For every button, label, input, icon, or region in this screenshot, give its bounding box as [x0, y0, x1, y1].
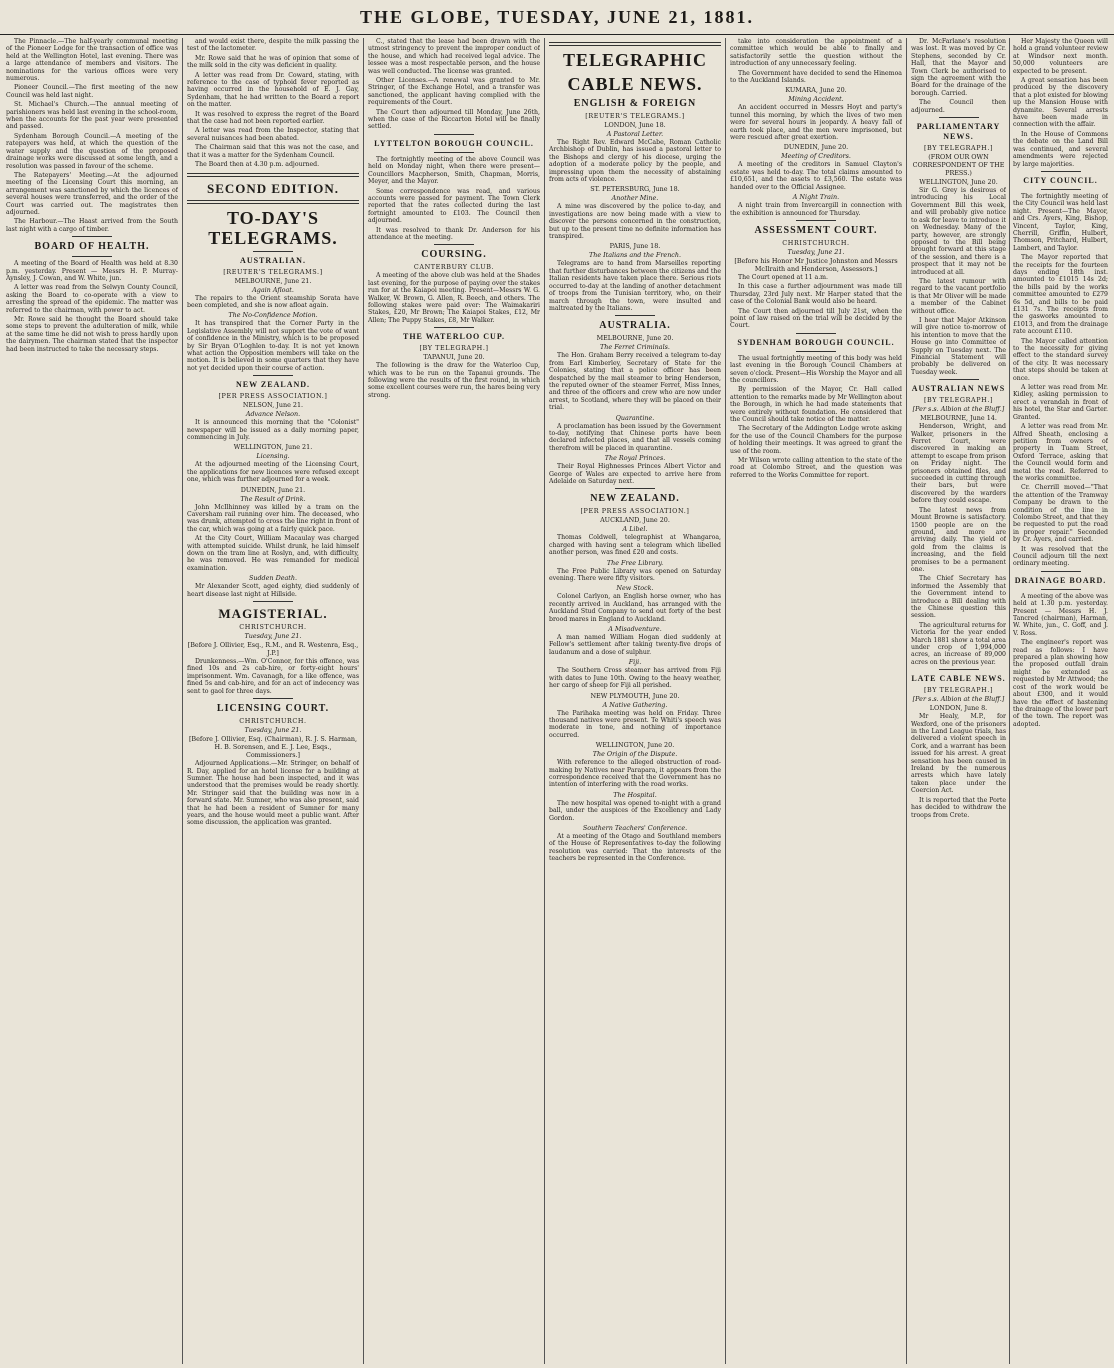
- subheading: Southern Teachers' Conference.: [582, 823, 688, 832]
- agency-line: [PER PRESS ASSOCIATION.]: [218, 392, 328, 401]
- subheading: A Misadventure.: [608, 625, 662, 634]
- paragraph: Mr. Rowe said that he was of opinion that some of the milk sold in the city was deficient in quality.: [187, 54, 359, 70]
- section-heading: AUSTRALIAN NEWS: [911, 384, 1006, 394]
- dateline: LONDON, June 8.: [929, 704, 988, 713]
- divider: [1041, 589, 1081, 590]
- paragraph: The Hon. Graham Berry received a telegram to-day from Earl Kimberley, Secretary of State for the Colonies, stating that a police officer has been despatched by the mail steamer to bring Henderson, the reputed owner of the steamer Ferret, Miss Innes, and three of the officers and crew who are now under arrest, to Scotland, where they will be placed on their trial.: [549, 352, 721, 412]
- dateline: WELLINGTON, June 20.: [595, 741, 675, 750]
- paragraph: John McIlhinney was killed by a tram on the Caversham rail running over him. The deceased, who was drunk, attempted to cross the line right in front of the car, which was going at a fairly quick pace.: [187, 503, 359, 533]
- subheading: Another Mine.: [611, 194, 659, 203]
- paragraph: The Council then adjourned.: [911, 99, 1006, 114]
- divider: [939, 379, 979, 380]
- dateline: DUNEDIN, June 21.: [240, 485, 306, 494]
- date-line: Tuesday, June 21.: [244, 726, 302, 735]
- subheading: The Free Library.: [606, 558, 664, 567]
- column-4: [549, 38, 721, 1364]
- paragraph: The Chairman said that this was not the case, and that it was a matter for the Sydenham Council.: [187, 144, 359, 159]
- paragraph: The Pinnacle.—The half-yearly communal meeting of the Pioneer Lodge for the transaction of office was held at the Wellington Hotel, last evening. There was a large attendance of members and visitors. The nominations for the various offices were very numerous.: [6, 38, 178, 83]
- paragraph: Telegrams are to hand from Marseilles reporting that further disturbances between the citizens and the Italian residents have taken place there. Serious riots occurred to-day at the landing of another detachment of troops from the Tunisian territory, who, on their march through the town, were insulted and maltreated by the Italians.: [549, 260, 721, 312]
- section-heading: NEW ZEALAND.: [590, 493, 680, 505]
- dateline: NELSON, June 21.: [242, 401, 304, 410]
- paragraph: In the House of Commons the debate on the Land Bill was continued, and several amendments were rejected by large majorities.: [1013, 130, 1108, 168]
- place-line: CHRISTCHURCH.: [239, 717, 307, 726]
- paragraph: A proclamation has been issued by the Government to-day, notifying that Chinese ports have been declared infected places, and that all vessels coming therefrom will be placed in quarantine.: [549, 422, 721, 452]
- paragraph: It was resolved to thank Dr. Anderson for his attendance at the meeting.: [368, 226, 540, 241]
- divider: [796, 333, 836, 334]
- double-rule: [549, 42, 721, 46]
- subheading: Sudden Death.: [248, 574, 298, 583]
- double-rule: [187, 173, 359, 177]
- paragraph: A letter was read from the Selwyn County Council, asking the Board to co-operate with a view to arresting the spread of the epidemic. The matter was referred to the chairman, with power to act.: [6, 284, 178, 314]
- divider: [1041, 571, 1081, 572]
- paragraph: A mine was discovered by the police to-day, and investigations are now being made with a view to discover the persons concerned in the construction, but up to the present time no definite information has transpired.: [549, 203, 721, 241]
- masthead: [0, 0, 1114, 35]
- divider: [939, 669, 979, 670]
- column-rule: [725, 38, 726, 1364]
- subheading: The No-Confidence Motion.: [228, 311, 318, 320]
- paragraph: A night train from Invercargill in connection with the exhibition is announced for Thursday.: [730, 202, 902, 217]
- paragraph: The latest rumour with regard to the vacant portfolio is that Mr Oliver will be made a member of the Cabinet without office.: [911, 277, 1006, 315]
- paragraph: The engineer's report was read as follows: I have prepared a plan showing how the proposed outfall drain might be extended as requested by Mr Attwood; the cost of the work would be about £300, and it would have the effect of hastening the drainage of the lower part of the town. The report was adopted.: [1013, 639, 1108, 728]
- section-heading: LATE CABLE NEWS.: [911, 674, 1006, 684]
- paragraph: Mr Healy, M.P., for Wexford, one of the prisoners in the Land League trials, has delivered a violent speech in Cork, and a warrant has been issued for his arrest. A great sensation has been caused in Ireland by the numerous arrests which have lately taken place under the Coercion Act.: [911, 713, 1006, 795]
- dateline: NEW PLYMOUTH, June 20.: [590, 691, 680, 700]
- paragraph: The Chief Secretary has informed the Assembly that the Government intend to introduce a Bill dealing with the Chinese question this session.: [911, 575, 1006, 620]
- paragraph: The Board then at 4.30 p.m. adjourned.: [195, 161, 320, 169]
- paragraph: It was resolved that the Council adjourn till the next ordinary meeting.: [1013, 545, 1108, 568]
- dateline: AUCKLAND, June 20.: [600, 516, 670, 525]
- subheading: Quarantine.: [615, 413, 655, 422]
- divider: [939, 117, 979, 118]
- subheading: A Pastoral Letter.: [606, 130, 664, 138]
- paragraph: At a meeting of the Otago and Southland members of the House of Representatives to-day the following resolution was carried: That the interests of the teachers be represented in the Conference.: [549, 832, 721, 863]
- telegraphic-heading: TELEGRAPHIC: [562, 50, 708, 70]
- dateline: TAPANUI, June 20.: [423, 353, 485, 362]
- divider: [253, 251, 293, 252]
- paragraph: A letter was read from the Inspector, stating that several nuisances had been abated.: [187, 127, 359, 142]
- section-heading: ASSESSMENT COURT.: [754, 224, 878, 236]
- divider: [615, 315, 655, 316]
- paragraph: The Court opened at 11 a.m.: [738, 273, 828, 281]
- dateline: PARIS, June 18.: [609, 242, 661, 251]
- paragraph: Adjourned Applications.—Mr. Stringer, on behalf of R. Day, applied for an hotel license for a building at Sumner. The house had been inspected, and it was understood that the premises would be ready shortly. Mr. Stringer said that the building was now in a forward state. Mr. Sumner, who was also present, said that he had been a resident of Sumner for many years, and the house would meet a public want. After some discussion, the application was granted.: [187, 760, 359, 827]
- paragraph: Sydenham Borough Council.—A meeting of the ratepayers was held, at which the question of the water supply and the question of the proposed drainage works were discussed at some length, and a resolution was passed in favour of the scheme.: [6, 132, 178, 170]
- dateline: WELLINGTON, June 21.: [233, 443, 313, 452]
- agency-line: [REUTER'S TELEGRAMS.]: [585, 112, 685, 120]
- divider: [615, 488, 655, 489]
- divider: [1041, 171, 1081, 172]
- agency-line: [BY TELEGRAPH.]: [923, 686, 994, 695]
- paragraph: With reference to the alleged obstruction of road-making by Natives near Parapara, it appears from the correspondence received that the Government has no intention of interfering with the road works.: [549, 759, 721, 789]
- paragraph: Dr. McFarlane's resolution was lost. It was moved by Cr. Stephens, seconded by Cr. Hall, that the Mayor and Town Clerk be authorised to sign the agreement with the Board for the drainage of the borough. Carried.: [911, 38, 1006, 97]
- paragraph: The usual fortnightly meeting of this body was held last evening in the Borough Council Chambers at seven o'clock. Present—His Worship the Mayor and all the councillors.: [730, 354, 902, 384]
- dateline: WELLINGTON, June 20.: [919, 178, 998, 187]
- paragraph: Thomas Coldwell, telegraphist at Whangaroa, charged with having sent a telegram which libelled another person, was fined £20 and costs.: [549, 534, 721, 557]
- column-3: [368, 38, 540, 1364]
- section-heading: DRAINAGE BOARD.: [1014, 575, 1107, 585]
- place-line: CHRISTCHURCH.: [782, 238, 850, 247]
- bench-line: [Before J. Ollivier, Esq. (Chairman), R. J. S. Harman, H. B. Sorensen, and E. J. Lee, Esqs., Commissioners.]: [188, 735, 358, 760]
- paragraph: Her Majesty the Queen will hold a grand volunteer review at Windsor next month. 50,000 volunteers are expected to be present.: [1013, 38, 1108, 75]
- column-6: [911, 38, 1006, 1364]
- paragraph: Other Licenses.—A renewal was granted to Mr. Stringer, of the Exchange Hotel, and a transfer was sanctioned, the applicant having complied with the requirements of the Court.: [368, 77, 540, 107]
- paragraph: Drunkenness.—Wm. O'Connor, for this offence, was fined 10s and 2s cab-hire, or forty-eight hours' imprisonment. Wm. Cavanagh, for a like offence, was fined 5s and cab-hire, and for an act of indecency was sent to gaol for three days.: [187, 658, 359, 695]
- paragraph: At the adjourned meeting of the Licensing Court, the applications for new licences were refused except one, which was further adjourned for a week.: [187, 461, 359, 484]
- paragraph: C., stated that the lease had been drawn with the utmost stringency to prevent the improper conduct of the house, and which had received legal advice. The lessee was a most respectable person, and the house was well conducted. The license was granted.: [368, 38, 540, 75]
- paragraph: Mr Alexander Scott, aged eighty, died suddenly of heart disease last night at Hillside.: [187, 583, 359, 598]
- agency-line: [Per s.s. Albion at the Bluff.]: [912, 405, 1005, 414]
- agency-line: [BY TELEGRAPH.]: [923, 144, 994, 153]
- paragraph: The Secretary of the Addington Lodge wrote asking for the use of the Council Chambers for the purpose of holding their meetings. It was agreed to grant the use of the room.: [730, 425, 902, 455]
- column-rule: [1009, 38, 1010, 1364]
- dateline: ST. PETERSBURG, June 18.: [590, 185, 680, 194]
- subheading: Advance Nelson.: [245, 410, 301, 419]
- paragraph: Cr. Cherrill moved—"That the attention of the Tramway Company be drawn to the condition of the line in Colombo Street, and that they be requested to put the road in proper repair." Seconded by Cr. Ayers, and carried.: [1013, 484, 1108, 544]
- section-heading: AUSTRALIAN.: [240, 255, 306, 265]
- agency-line: [BY TELEGRAPH.]: [923, 396, 994, 405]
- bench-line: [Before J. Ollivier, Esq., R.M., and R. Westenra, Esq., J.P.]: [187, 641, 359, 658]
- column-5: [730, 38, 902, 1364]
- column-7: [1013, 38, 1108, 1364]
- paragraph: It is reported that the Porte has decided to withdraw the troops from Crete.: [911, 796, 1006, 819]
- paragraph: At the City Court, William Macaulay was charged with attempted suicide. Whilst drunk, he laid himself down on the tram line at Roslyn, and, with difficulty, he was removed. He was remanded for medical examination.: [187, 535, 359, 572]
- paragraph: Mr Wilson wrote calling attention to the state of the road at Colombo Street, and the question was referred to the Works Committee for report.: [730, 457, 902, 479]
- paragraph: A meeting of the above was held at 1.30 p.m. yesterday. Present — Messrs H. J. Tancred (chairman), Harman, W. White, jun., C. Goff, and J. V. Ross.: [1013, 592, 1108, 637]
- paragraph: A great sensation has been produced by the discovery that a plot existed for blowing up the Mansion House with dynamite. Several arrests have been made in connection with the affair.: [1013, 77, 1108, 129]
- divider: [796, 351, 836, 352]
- paragraph: The Government have decided to send the Hinemoa to the Auckland Islands.: [730, 69, 902, 85]
- paragraph: The fortnightly meeting of the City Council was held last night. Present—The Mayor, and Crs. Ayers, King, Bishop, Vincent, Taylor, King, Cherrill, Griffin, Hulbert, Thomson, Pritchard, Hulbert, Lambert, and Taylor.: [1013, 192, 1108, 252]
- paragraph: The Harbour.—The Haast arrived from the South last night with a cargo of timber.: [6, 218, 178, 233]
- subheading: The Italians and the French.: [588, 251, 682, 260]
- subheading: New Stock.: [616, 584, 654, 593]
- paragraph: A letter was read from Mr. Kidley, asking permission to erect a verandah in front of his hotel, the Star and Garter. Granted.: [1013, 384, 1108, 421]
- section-heading: MAGISTERIAL.: [218, 606, 328, 622]
- english-foreign-heading: ENGLISH & FOREIGN: [573, 98, 697, 109]
- column-rule: [363, 38, 364, 1364]
- column-rule: [182, 38, 183, 1364]
- paragraph: The Court then adjourned till Monday, June 26th, when the case of the Riccarton Hotel will be finally settled.: [368, 108, 540, 131]
- subheading: Mining Accident.: [788, 95, 844, 104]
- column-2: [187, 38, 359, 1364]
- divider: [253, 601, 293, 602]
- subheading: Fiji.: [628, 658, 642, 667]
- paragraph: A letter was read from Mr. Alfred Sheath, enclosing a petition from owners of property in Tuam Street, Oxford Terrace, asking that the Council would form and metal the road. Referred to the works committee.: [1013, 423, 1108, 482]
- paragraph: Colonel Carlyon, an English horse owner, who has recently arrived in Auckland, has arranged with the Auckland Stud Company to send out forty of the best brood mares in England to Auckland.: [549, 593, 721, 623]
- subheading: A Night Train.: [792, 193, 840, 202]
- paragraph: Some correspondence was read, and various accounts were passed for payment. The Town Clerk reported that the rates collected during the last fortnight amounted to £103. The Council then adjourned.: [368, 187, 540, 225]
- subheading: The Hospital.: [613, 790, 657, 799]
- section-heading: LICENSING COURT.: [216, 703, 330, 715]
- agency-line: [BY TELEGRAPH.]: [419, 344, 489, 353]
- section-heading: NEW ZEALAND.: [235, 380, 311, 390]
- column-rule: [906, 38, 907, 1364]
- section-heading: BOARD OF HEALTH.: [34, 241, 150, 253]
- section-heading: SYDENHAM BOROUGH COUNCIL.: [737, 337, 895, 347]
- divider: [434, 152, 474, 153]
- section-heading: LYTTELTON BOROUGH COUNCIL.: [374, 138, 534, 148]
- column-1: [6, 38, 178, 1364]
- paragraph: The Mayor called attention to the necessity for giving effect to the standard survey of the city. It was necessary that steps should be taken at once.: [1013, 337, 1108, 382]
- todays-telegrams-heading: TO-DAY'S TELEGRAMS.: [208, 207, 338, 248]
- subheading: A Native Gathering.: [602, 700, 668, 709]
- subheading: The Result of Drink.: [240, 494, 306, 503]
- divider: [796, 220, 836, 221]
- column-rule: [544, 38, 545, 1364]
- paragraph: The Court then adjourned till July 21st, when the point of law raised on the trial will be decided by the Court.: [730, 307, 902, 330]
- dateline: MELBOURNE, June 14.: [920, 414, 997, 423]
- paragraph: The latest news from Mount Browne is satisfactory. 1500 people are on the ground, and more are arriving daily. The yield of gold from the claims is increasing, and the field promises to be a permanent one.: [911, 506, 1006, 573]
- divider: [253, 698, 293, 699]
- paragraph: It is announced this morning that the "Colonist" newspaper will be issued as a daily morning paper, commencing in July.: [187, 419, 359, 441]
- paragraph: take into consideration the appointment of a committee which would be able to finally and satisfactorily settle the question without the introduction of any unnecessary feeling.: [730, 38, 902, 68]
- agency-line: (FROM OUR OWN CORRESPONDENT OF THE PRESS.): [912, 153, 1005, 178]
- double-rule: [187, 200, 359, 204]
- divider: [434, 134, 474, 135]
- dateline: KUMARA, June 20.: [785, 86, 847, 95]
- paragraph: A man named William Hogan died suddenly at Fellow's settlement after taking twenty-five drops of laudanum and a dose of sulphur.: [549, 634, 721, 656]
- paragraph: The Parihaka meeting was held on Friday. Three thousand natives were present. Te Whiti's speech was moderate in tone, and nothing of importance occurred.: [549, 709, 721, 739]
- date-line: Tuesday, June 21.: [244, 632, 302, 641]
- masthead-title: THE GLOBE, TUESDAY, JUNE 21, 1881.: [360, 7, 754, 27]
- agency-line: [REUTER'S TELEGRAMS.]: [223, 267, 323, 276]
- paragraph: The Free Public Library was opened on Saturday evening. There were fifty visitors.: [549, 567, 721, 583]
- subheading: The Ferret Criminals.: [600, 343, 670, 352]
- section-heading: THE WATERLOO CUP.: [403, 332, 505, 342]
- paragraph: and would exist there, despite the milk passing the test of the lactometer.: [187, 38, 359, 53]
- agency-line: [Per s.s. Albion at the Bluff.]: [912, 695, 1005, 704]
- paragraph: St. Michael's Church.—The annual meeting of parishioners was held last evening in the school-room, when the accounts for the past year were presented and passed.: [6, 101, 178, 131]
- dateline: DUNEDIN, June 20.: [783, 143, 849, 152]
- paragraph: It was resolved to express the regret of the Board that the case had not been reported earlier.: [187, 110, 359, 126]
- paragraph: The agricultural returns for Victoria for the year ended March 1881 show a total area under crop of 1,994,000 acres, an increase of 89,000 acres on the previous year.: [911, 621, 1006, 666]
- subheading: Licensing.: [256, 452, 290, 461]
- paragraph: It has transpired that the Corner Party in the Legislative Assembly will not support the vote of want of confidence in the Ministry, which is to be proposed by Sir Bryan O'Loghlen to-day. It is not yet known what action the Opposition members will take on the motion. It is believed in some quarters that they have not yet decided upon their course of action.: [187, 320, 359, 372]
- paragraph: The Southern Cross steamer has arrived from Fiji with dates to June 10th. Owing to the heavy weather, her cargo of sheep for Fiji all perished.: [549, 667, 721, 690]
- divider: [253, 375, 293, 376]
- section-heading: COURSING.: [421, 249, 487, 261]
- subheading: A Libel.: [622, 525, 648, 534]
- cable-news-heading: CABLE NEWS.: [567, 74, 703, 94]
- bench-line: [Before his Honor Mr Justice Johnston and Messrs McIlraith and Henderson, Assessors.]: [734, 256, 898, 273]
- paragraph: The new hospital was opened to-night with a grand ball, under the auspices of the Excellency and Lady Gordon.: [549, 799, 721, 822]
- subheading: Meeting of Creditors.: [781, 152, 851, 161]
- subheading: The Royal Princes.: [604, 454, 666, 463]
- paragraph: Pioneer Council.—The first meeting of the new Council was held last night.: [6, 84, 178, 99]
- paragraph: The Mayor reported that the receipts for the fourteen days ending 18th inst. amounted to £1015 14s 2d; the bills paid by the works committee amounted to £279 6s 5d, and bills to be paid £131 7s. The receipts from the gasworks amounted to £1013, and from the drainage rate account £110.: [1013, 254, 1108, 336]
- paragraph: The Right Rev. Edward McCabe, Roman Catholic Archbishop of Dublin, has issued a pastoral letter to the Bishops and clergy of his diocese, urging the adoption of a moderate policy by the people, and impressing upon them the necessity of abstaining from acts of violence.: [549, 139, 721, 184]
- paragraph: A meeting of the Board of Health was held at 8.30 p.m. yesterday. Present — Messrs H. P. Murray-Aynsley, J. Cowan, and W. White, jun.: [6, 260, 178, 282]
- paragraph: Mr. Rowe said he thought the Board should take some steps to prevent the adulteration of milk, while at the same time he did not wish to press hardly upon the dairymen. The chairman stated that the inspector had been instructed to take the necessary steps.: [6, 316, 178, 353]
- subheading: Again Afloat.: [252, 285, 294, 294]
- paragraph: A meeting of the creditors in Samuel Clayton's estate was held to-day. The total claims amounted to £10,651, and the assets to £3,560. The estate was handed over to the Official Assignee.: [730, 161, 902, 191]
- paragraph: The Ratepayers' Meeting.—At the adjourned meeting of the Licensing Court this morning, an arrangement was sanctioned by which the licences of several houses were transferred, and the order of the Court was carried out. The magistrates then adjourned.: [6, 171, 178, 216]
- subheading: The Origin of the Dispute.: [592, 750, 678, 759]
- paragraph: I hear that Major Atkinson will give notice to-morrow of his intention to move that the House go into Committee of Supply on Tuesday next. The Financial Statement will probably be delivered on Tuesday week.: [911, 316, 1006, 376]
- dateline: MELBOURNE, June 21.: [234, 276, 312, 285]
- paragraph: Henderson, Wright, and Walker, prisoners in the Ferret Court, were discovered in making an attempt to escape from prison on Friday night. The prisoners obtained files, and succeeded in cutting through their bars, but were discovered by the warders before they could escape.: [911, 423, 1006, 505]
- place-line: CHRISTCHURCH.: [239, 623, 307, 632]
- paragraph: An accident occurred in Messrs Hoyt and party's tunnel this morning, by which the lives of two men were for several hours in jeopardy. A heavy fall of earth took place, and the men were imprisoned, but were rescued after great exertion.: [730, 104, 902, 142]
- paragraph: The repairs to the Orient steamship Sorata have been completed, and she is now afloat again.: [187, 294, 359, 309]
- divider: [1041, 189, 1081, 190]
- paragraph: Their Royal Highnesses Princes Albert Victor and George of Wales are expected to arrive here from Adelaide on Saturday next.: [549, 463, 721, 485]
- section-heading: CITY COUNCIL.: [1023, 175, 1098, 185]
- divider: [434, 327, 474, 328]
- divider: [72, 256, 112, 257]
- second-edition-heading: SECOND EDITION.: [206, 180, 340, 196]
- divider: [72, 236, 112, 237]
- divider: [434, 244, 474, 245]
- subheading: CANTERBURY CLUB.: [413, 263, 495, 272]
- dateline: LONDON, June 18.: [604, 121, 666, 129]
- columns: [6, 38, 1108, 1364]
- section-heading: PARLIAMENTARY NEWS.: [916, 122, 1001, 142]
- paragraph: In this case a further adjournment was made till Thursday, 23rd July next. Mr Harper stated that the case of the Colonial Bank would also be heard.: [730, 283, 902, 306]
- paragraph: By permission of the Mayor, Cr. Hall called attention to the remarks made by Mr Wellington about the Borough, in which he had made statements that were entirely without foundation. He considered that the Council should take notice of the matter.: [730, 386, 902, 423]
- dateline: MELBOURNE, June 20.: [596, 334, 674, 343]
- paragraph: The fortnightly meeting of the above Council was held on Monday night, when there were present—Councillors Macpherson, Smith, Chapman, Morris, Meyer, and the Mayor.: [368, 155, 540, 186]
- paragraph: A letter was read from Dr. Coward, stating, with reference to the case of typhoid fever reported as having occurred in the household of E. J. Gay, Sydenham, that he had written to the Board a report on the matter.: [187, 71, 359, 109]
- paragraph: Sir G. Grey is desirous of introducing his Local Government Bill this week, and will probably give notice to ask for leave to introduce it on Wednesday. Many of the party, however, are strongly opposed to the Bill being brought forward at this stage of the session, and there is a prospect that it may not be introduced at all.: [911, 187, 1006, 276]
- agency-line: [PER PRESS ASSOCIATION.]: [580, 507, 690, 516]
- date-line: Tuesday, June 21.: [787, 247, 845, 256]
- section-heading: AUSTRALIA.: [599, 320, 671, 332]
- paragraph: The following is the draw for the Waterloo Cup, which was to be run on the Tapanui grounds. The following were the results of the first round, in which some excellent courses were run, the hares being very strong.: [368, 362, 540, 399]
- paragraph: A meeting of the above club was held at the Shades last evening, for the purpose of paying over the stakes run for at the Kaiapoi meeting. Present—Messrs W. G. Walker, W. Brown, G. Allen, R. Beech, and others. The following stakes were paid over: The Waimakariri Stakes, £20, Mr Brown; The Kaiapoi Stakes, £12, Mr Allen; The Puppy Stakes, £8, Mr Walker.: [368, 272, 540, 324]
